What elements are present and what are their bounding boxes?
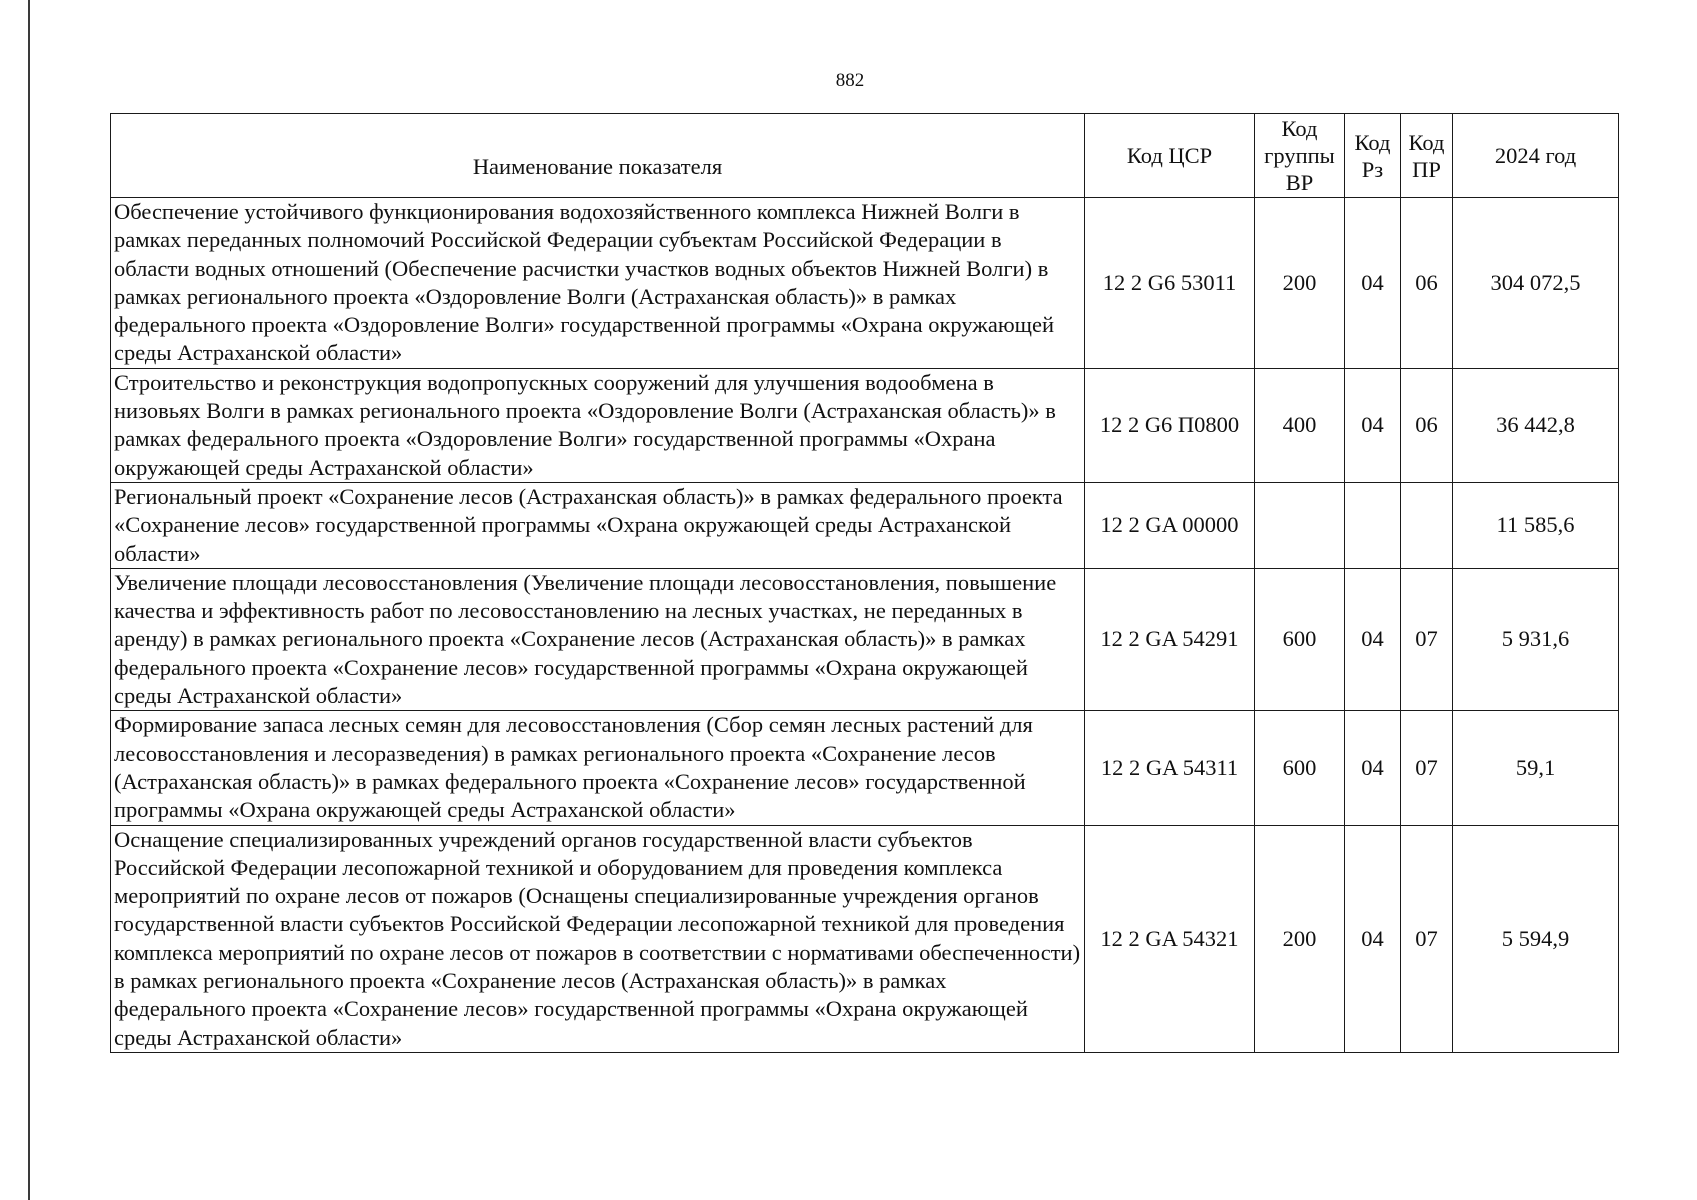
row-rz: 04 [1345, 198, 1401, 369]
row-csr: 12 2 G6 П0800 [1085, 368, 1255, 482]
row-name: Увеличение площади лесовосстановления (Увеличение площади лесовосстановления, повышение качества и эффективность работ по лесовосстановлению на лесных участках, не переданных в аренду) в рамках регионального проекта «Сохранение лесов (Астраханская область)» в рамках федерального проекта «Сохранение лесов» государственной программы «Охрана окружающей среды Астраханской области» [111, 568, 1085, 710]
row-name: Формирование запаса лесных семян для лесовосстановления (Сбор семян лесных растений для лесовосстановления и лесоразведения) в рамках регионального проекта «Сохранение лесов (Астраханская область)» в рамках федерального проекта «Сохранение лесов» государственной программы «Охрана окружающей среды Астраханской области» [111, 711, 1085, 825]
page-number: 882 [835, 70, 865, 91]
row-vr: 400 [1255, 368, 1345, 482]
row-rz [1345, 482, 1401, 568]
table-row [111, 482, 1619, 568]
row-pr: 07 [1401, 568, 1453, 710]
header-rz: Код Рз [1345, 114, 1401, 198]
row-vr: 600 [1255, 711, 1345, 825]
header-row [111, 114, 1619, 198]
row-year: 5 594,9 [1453, 825, 1619, 1052]
row-pr [1401, 482, 1453, 568]
row-name: Региональный проект «Сохранение лесов (Астраханская область)» в рамках федерального проекта «Сохранение лесов» государственной программы «Охрана окружающей среды Астраханской области» [111, 482, 1085, 568]
row-rz: 04 [1345, 825, 1401, 1052]
row-year: 5 931,6 [1453, 568, 1619, 710]
row-pr: 07 [1401, 825, 1453, 1052]
row-name: Оснащение специализированных учреждений органов государственной власти субъектов Российской Федерации лесопожарной техникой и оборудованием для проведения комплекса мероприятий по охране лесов от пожаров (Оснащены специализированные учреждения органов государственной власти субъектов Российской Федерации лесопожарной техникой для проведения комплекса мероприятий по охране лесов от пожаров в соответствии с нормативами обеспеченности) в рамках регионального проекта «Сохранение лесов (Астраханская область)» в рамках федерального проекта «Сохранение лесов» государственной программы «Охрана окружающей среды Астраханской области» [111, 825, 1085, 1052]
row-csr: 12 2 GA 00000 [1085, 482, 1255, 568]
row-rz: 04 [1345, 568, 1401, 710]
header-csr: Код ЦСР [1085, 114, 1255, 198]
row-name: Обеспечение устойчивого функционирования водохозяйственного комплекса Нижней Волги в рамках переданных полномочий Российской Федерации субъектам Российской Федерации в области водных отношений (Обеспечение расчистки участков водных объектов Нижней Волги) в рамках регионального проекта «Оздоровление Волги (Астраханская область)» в рамках федерального проекта «Оздоровление Волги» государственной программы «Охрана окружающей среды Астраханской области» [111, 198, 1085, 369]
row-vr: 200 [1255, 198, 1345, 369]
row-csr: 12 2 G6 53011 [1085, 198, 1255, 369]
table-row [111, 198, 1619, 369]
table-row [111, 825, 1619, 1052]
row-rz: 04 [1345, 711, 1401, 825]
row-csr: 12 2 GA 54291 [1085, 568, 1255, 710]
row-year: 304 072,5 [1453, 198, 1619, 369]
row-vr [1255, 482, 1345, 568]
header-name: Наименование показателя [111, 114, 1085, 198]
row-vr: 600 [1255, 568, 1345, 710]
row-year: 36 442,8 [1453, 368, 1619, 482]
table-row [111, 368, 1619, 482]
row-pr: 06 [1401, 368, 1453, 482]
row-year: 59,1 [1453, 711, 1619, 825]
row-csr: 12 2 GA 54321 [1085, 825, 1255, 1052]
budget-table [110, 113, 1619, 1053]
row-pr: 06 [1401, 198, 1453, 369]
row-csr: 12 2 GA 54311 [1085, 711, 1255, 825]
row-pr: 07 [1401, 711, 1453, 825]
binding-line [28, 0, 30, 1200]
row-vr: 200 [1255, 825, 1345, 1052]
row-year: 11 585,6 [1453, 482, 1619, 568]
header-pr: Код ПР [1401, 114, 1453, 198]
row-name: Строительство и реконструкция водопропускных сооружений для улучшения водообмена в низовьях Волги в рамках регионального проекта «Оздоровление Волги (Астраханская область)» в рамках федерального проекта «Оздоровление Волги» государственной программы «Охрана окружающей среды Астраханской области» [111, 368, 1085, 482]
header-vr: Код группы ВР [1255, 114, 1345, 198]
row-rz: 04 [1345, 368, 1401, 482]
header-year: 2024 год [1453, 114, 1619, 198]
table-row [111, 711, 1619, 825]
table-row [111, 568, 1619, 710]
